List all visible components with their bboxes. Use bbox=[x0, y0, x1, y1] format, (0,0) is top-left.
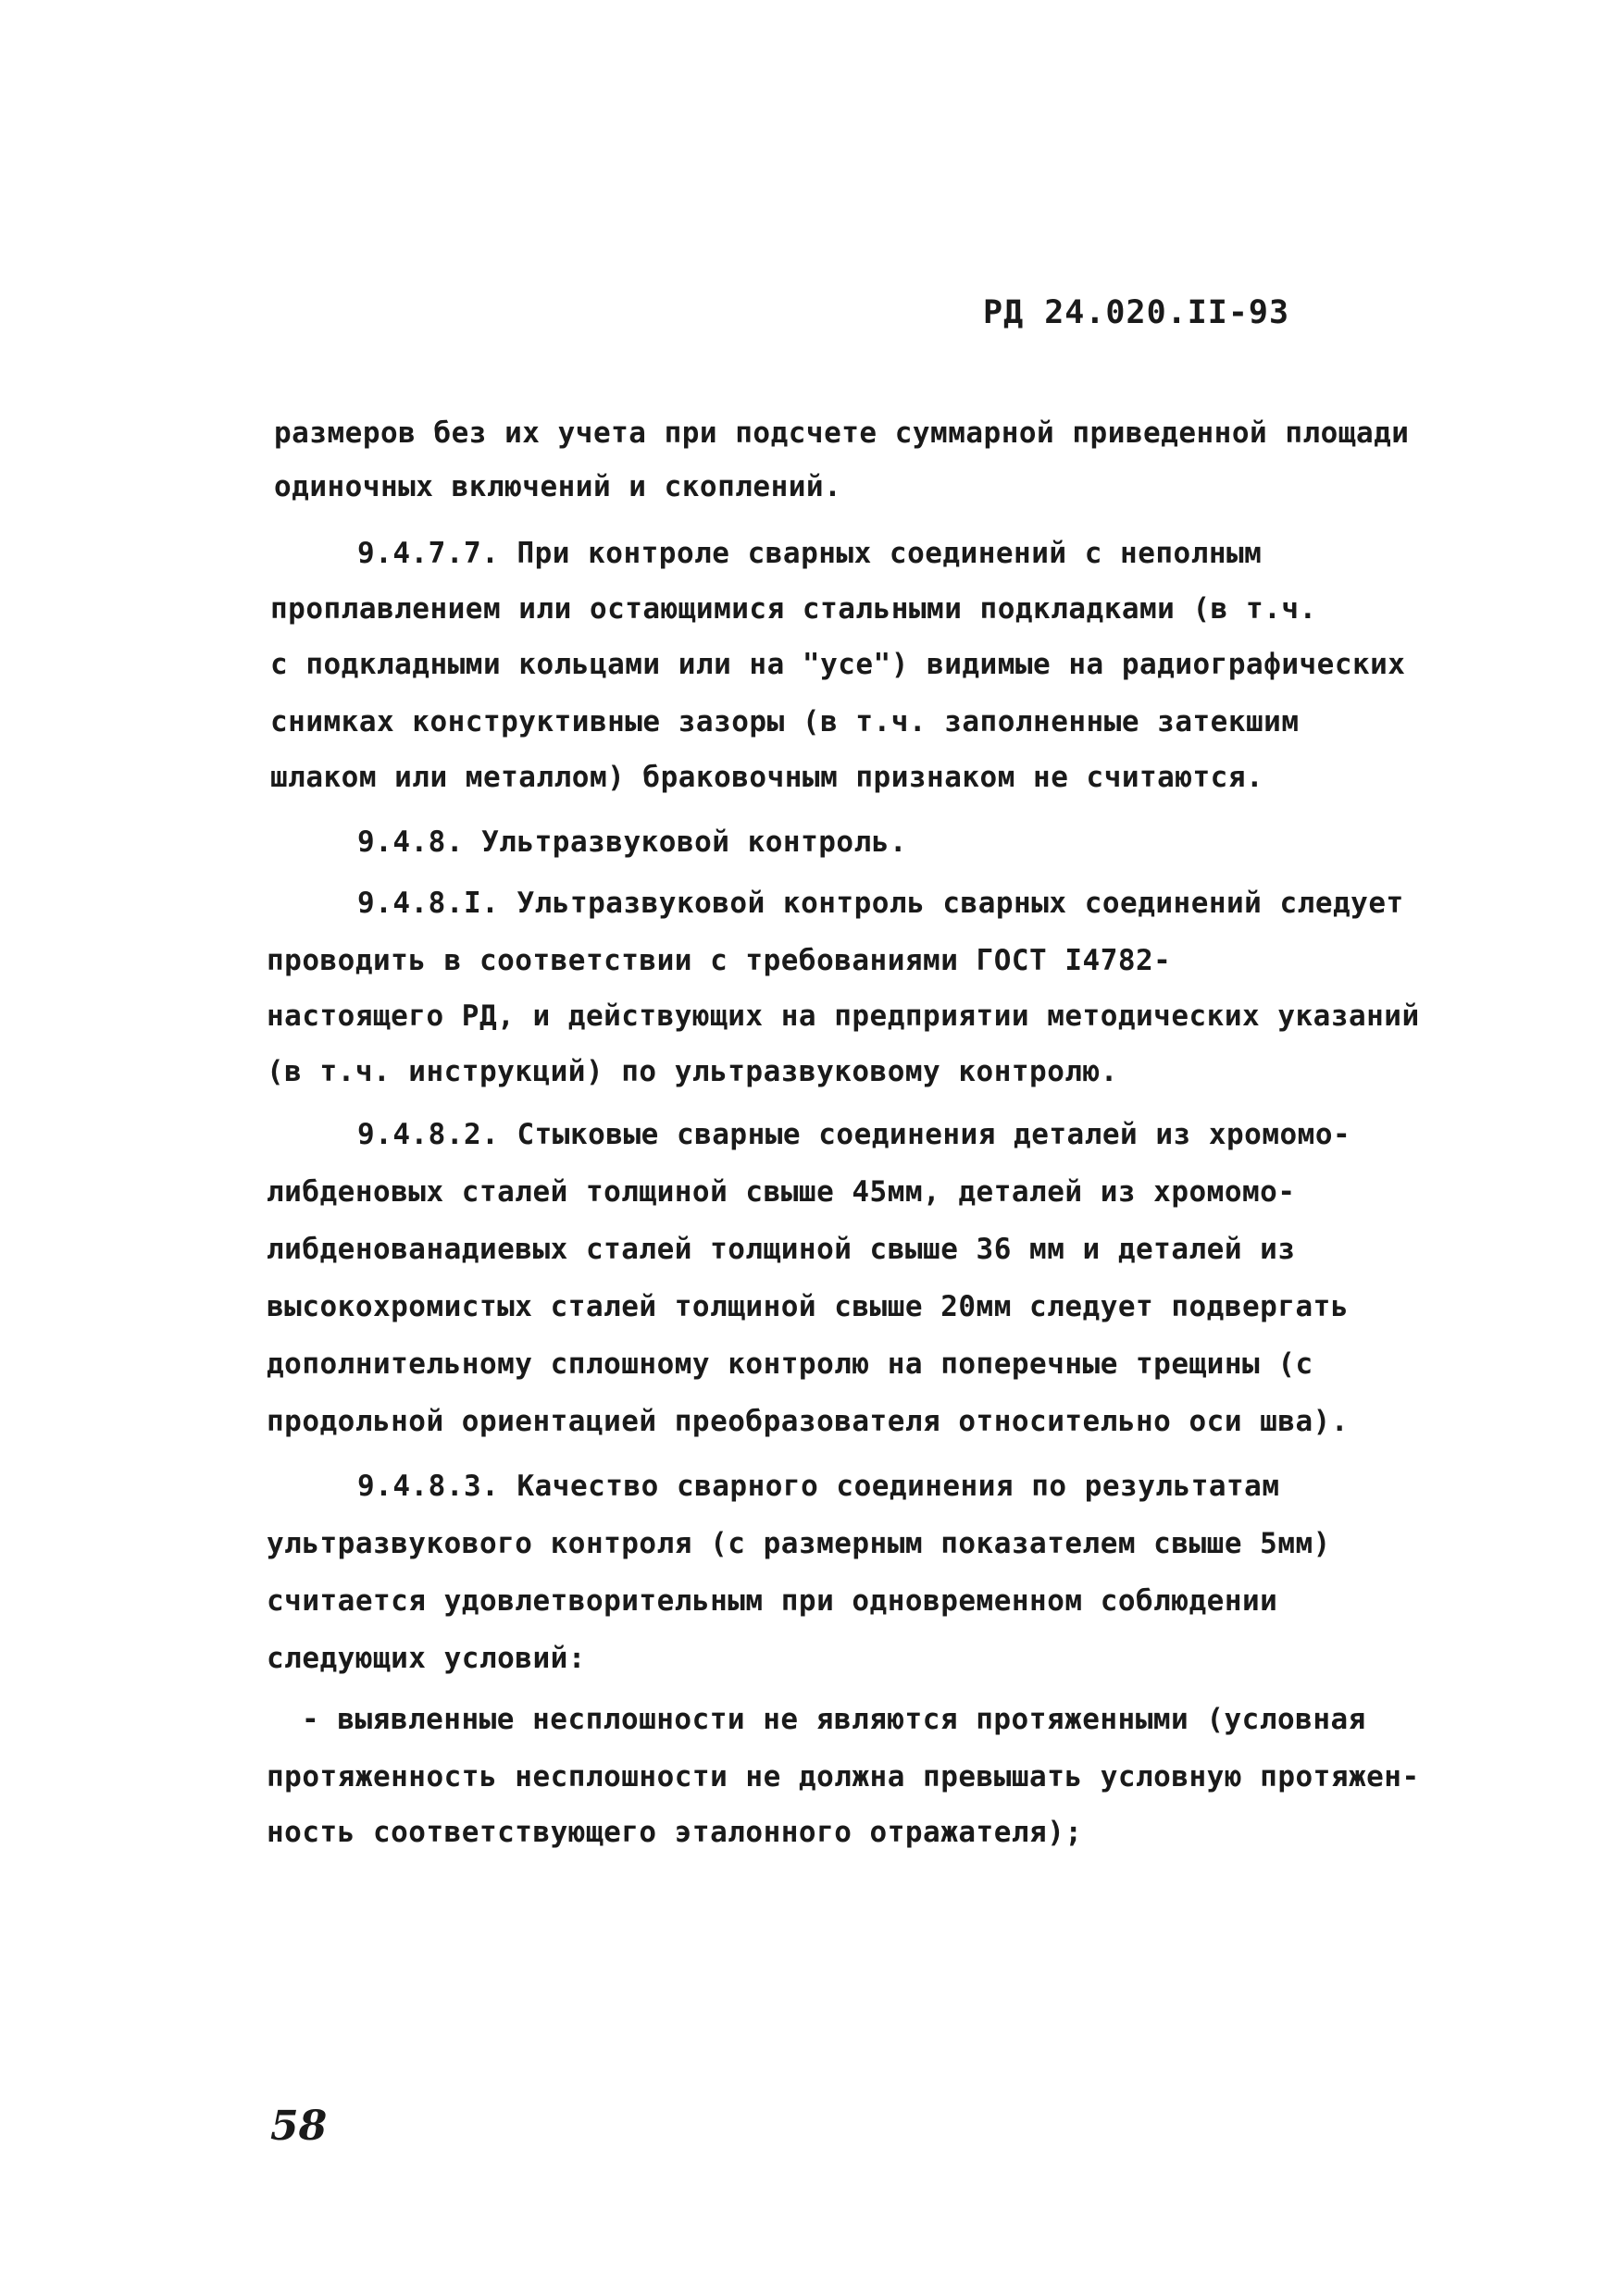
text-line: снимках конструктивные зазоры (в т.ч. заполненные затекшим bbox=[270, 705, 1300, 738]
text-line: ультразвукового контроля (с размерным показателем свыше 5мм) bbox=[267, 1527, 1331, 1560]
text-line: продольной ориентацией преобразователя относительно оси шва). bbox=[267, 1405, 1349, 1438]
text-line: шлаком или металлом) браковочным признаком не считаются. bbox=[270, 761, 1264, 794]
text-line: высокохромистых сталей толщиной свыше 20мм следует подвергать bbox=[267, 1290, 1349, 1323]
text-line: либденовых сталей толщиной свыше 45мм, деталей из хромомо- bbox=[267, 1175, 1296, 1209]
text-line: проплавлением или остающимися стальными подкладками (в т.ч. bbox=[270, 592, 1317, 626]
text-line: следующих условий: bbox=[267, 1642, 586, 1675]
section-heading: 9.4.8. Ультразвуковой контроль. bbox=[357, 825, 908, 859]
paragraph-first-line: 9.4.8.2. Стыковые сварные соединения деталей из хромомо- bbox=[357, 1118, 1351, 1151]
document-code: РД 24.020.II-93 bbox=[983, 294, 1290, 331]
paragraph-first-line: 9.4.8.I. Ультразвуковой контроль сварных соединений следует bbox=[357, 887, 1404, 920]
page-number: 58 bbox=[270, 2103, 328, 2150]
text-line: проводить в соответствии с требованиями ГОСТ I4782- bbox=[267, 944, 1172, 977]
list-item-first-line: - выявленные несплошности не являются протяженными (условная bbox=[302, 1703, 1366, 1736]
text-line: либденованадиевых сталей толщиной свыше 36 мм и деталей из bbox=[267, 1233, 1296, 1266]
text-line: считается удовлетворительным при одновременном соблюдении bbox=[267, 1584, 1278, 1618]
paragraph-first-line: 9.4.8.3. Качество сварного соединения по результатам bbox=[357, 1470, 1280, 1503]
text-line: протяженность несплошности не должна превышать условную протяжен- bbox=[267, 1760, 1420, 1793]
text-line: одиночных включений и скоплений. bbox=[274, 470, 842, 503]
text-line: с подкладными кольцами или на "усе") видимые на радиографических bbox=[270, 648, 1406, 681]
text-line: размеров без их учета при подсчете суммарной приведенной площади bbox=[274, 416, 1410, 450]
text-line: ность соответствующего эталонного отражателя); bbox=[267, 1816, 1083, 1849]
paragraph-first-line: 9.4.7.7. При контроле сварных соединений с неполным bbox=[357, 537, 1263, 570]
text-line: (в т.ч. инструкций) по ультразвуковому контролю. bbox=[267, 1055, 1118, 1088]
text-line: дополнительному сплошному контролю на поперечные трещины (с bbox=[267, 1347, 1313, 1381]
text-line: настоящего РД, и действующих на предприятии методических указаний bbox=[267, 999, 1420, 1033]
